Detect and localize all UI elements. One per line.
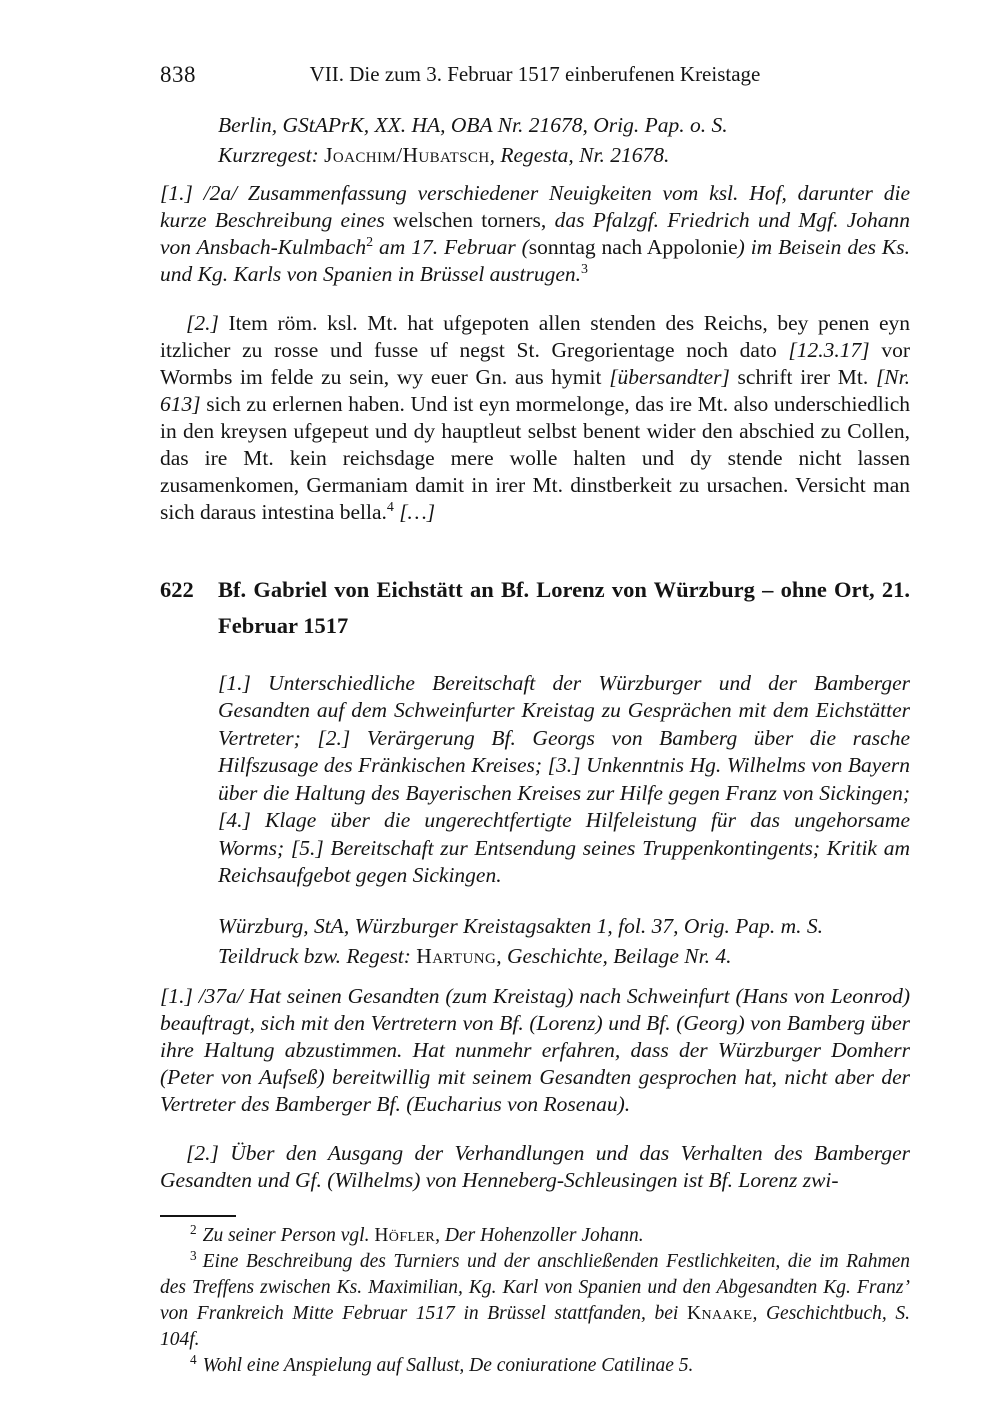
footnote-2 xyxy=(160,1223,910,1249)
footnote-number: 3 xyxy=(190,1247,197,1263)
archive-reference-line: Würzburg, StA, Würzburger Kreistagsakten 1, fol. 37, Orig. Pap. m. S. xyxy=(218,914,823,938)
entry-622-summary: [1.] Unterschiedliche Bereitschaft der Würzburger und der Bamberger Gesandten auf dem Schweinfurter Kreistag zu Gesprächen mit dem Eichstätter Vertreter; [2.] Verärgerung Bf. Georgs von Bamberg über die rasche Hilfszusage des Fränkischen Kreises; [3.] Unkenntnis Hg. Wilhelms von Bayern über die Haltung des Bayerischen Kreises zur Hilfe gegen Franz von Sickingen; [4.] Klage über die ungerechtfertigte Hilfeleistung für das ungehorsame Worms; [5.] Bereitschaft zur Entsendung seines Truppenkontingents; Kritik am Reichsaufgebot gegen Sickingen. xyxy=(218,670,910,887)
footnote-number: 4 xyxy=(190,1351,197,1367)
footnote-4 xyxy=(160,1353,910,1379)
page-header xyxy=(160,62,910,96)
teildruck-regest-line: Teildruck bzw. Regest: Hartung, Geschichte, Beilage Nr. 4. xyxy=(218,944,732,968)
paragraph-item-text: [2.] Item röm. ksl. Mt. hat ufgepoten allen stenden des Reichs, bey penen eyn itzlicher zu rosse und fusse uf negst St. Gregorientage noch dato [12.3.17] vor Wormbs im felde zu sein, wy euer Gn. aus hymit [übersandter] schrift irer Mt. [Nr. 613] sich zu erlernen haben. Und ist eyn mormelonge, das ire Mt. also underschiedlich in den kreysen ufgepeut und dy hauptleut selbst benent wider den abschied zu Collen, das ire Mt. kein reichsdage mere wolle halten und dy stende nicht lassen zusamenkomen, Germaniam damit in irer Mt. dinstberkeit zu ursachen. Versicht man sich daraus intestina bella.$^4$ […] xyxy=(160,310,911,524)
footnote-text: Eine Beschreibung des Turniers und der anschließenden Festlichkeiten, die im Rahmen des Treffens zwischen Ks. Maximilian, Kg. Karl von Spanien und den Abgesandten Kg. Franz’ von Frankreich Mitte Februar 1517 in Brüssel stattfanden, bei Knaake, Geschichtbuch, S. 104f. xyxy=(160,1251,910,1350)
page-number: 838 xyxy=(160,62,196,87)
running-header: VII. Die zum 3. Februar 1517 einberufenen Kreistage xyxy=(309,62,761,86)
paragraph-2-text: [2.] Über den Ausgang der Verhandlungen und das Verhalten des Bamberger Gesandten und Gf. (Wilhelms) von Henneberg-Schleusingen ist Bf. Lorenz zwi- xyxy=(160,1140,910,1192)
entry-621-source-block xyxy=(218,110,910,170)
footnote-text: Zu seiner Person vgl. Höfler, Der Hohenzoller Johann. xyxy=(202,1225,644,1246)
entry-622-source-block xyxy=(218,911,910,971)
entry-title: Bf. Gabriel von Eichstätt an Bf. Lorenz von Würzburg – ohne Ort, 21. Februar 1517 xyxy=(218,576,910,638)
paragraph-2a-summary: [1.] /2a/ Zusammenfassung verschiedener Neuigkeiten vom ksl. Hof, darunter die kurze Beschreibung eines welschen torners, das Pfalzgf. Friedrich und Mgf. Johann von Ansbach-Kulmbach$^2$ am 17. Februar (sonntag nach Appolonie) im Beisein des Ks. und Kg. Karls von Spanien in Brüssel austrugen.$^3$ xyxy=(160,181,910,286)
footnote-separator-rule xyxy=(160,1215,236,1217)
paragraph-37a-text: [1.] /37a/ Hat seinen Gesandten (zum Kreistag) nach Schweinfurt (Hans von Leonrod) beauftragt, sich mit den Vertretern von Bf. (Lorenz) und Bf. (Georg) von Bamberg über ihre Haltung abzustimmen. Hat nunmehr erfahren, dass der Würzburger Domherr (Peter von Aufseß) bereitwillig mit seinem Gesandten gesprochen hat, nicht aber der Vertreter des Bamberger Bf. (Eucharius von Rosenau). xyxy=(160,984,910,1116)
entry-number: 622 xyxy=(160,576,194,602)
kurzregest-line: Kurzregest: Joachim/Hubatsch, Regesta, Nr. 21678. xyxy=(218,143,670,167)
archive-reference-line: Berlin, GStAPrK, XX. HA, OBA Nr. 21678, Orig. Pap. o. S. xyxy=(218,113,728,137)
entry-622-heading xyxy=(160,572,910,644)
footnote-text: Wohl eine Anspielung auf Sallust, De coniuratione Catilinae 5. xyxy=(202,1355,694,1376)
footnote-number: 2 xyxy=(190,1221,197,1237)
footnote-3 xyxy=(160,1249,910,1353)
